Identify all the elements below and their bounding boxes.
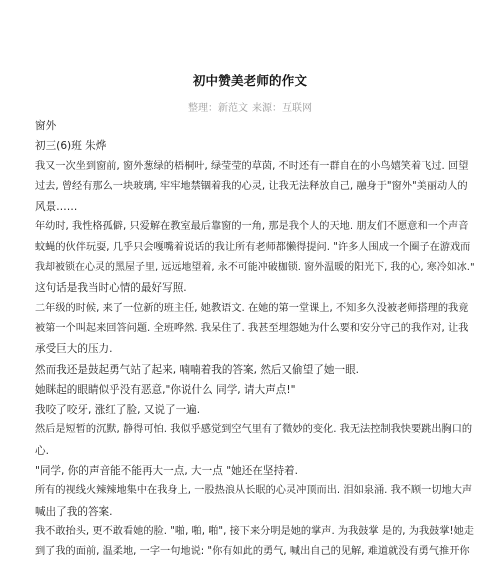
body-line: 承受巨大的压力. — [35, 343, 113, 356]
body-line: 然而我还是鼓起勇气站了起来, 喃喃着我的答案, 然后又偷望了她一眼. — [35, 363, 360, 376]
body-line: 风景…… — [35, 201, 78, 214]
body-line: 年幼时, 我性格孤僻, 只爱解在教室最后靠窗的一角, 那是我个人的天地. 朋友们不愿意和一个声音 — [35, 221, 469, 233]
body-line: 所有的视线火辣辣地集中在我身上, 一股热浪从长眠的心灵冲顶而出. 泪如泉涌. 我不顾一切地大声 — [35, 485, 473, 497]
body-line: 我不敢抬头, 更不敢看她的脸. "啪, 啪, 啪", 接下来分明是她的掌声. 为我鼓掌 是的, 为我鼓掌!她走 — [35, 525, 474, 537]
body-line: "同学, 你的声音能不能再大一点, 大一点 "她还在坚持着. — [35, 465, 299, 478]
body-line: 我咬了咬牙, 涨红了脸, 又说了一遍. — [35, 404, 201, 417]
body-line: 被第一个叫起来回答问题. 全班哗然. 我呆住了. 我甚至埋怨她为什么要和安分守己的我作对, 让我 — [35, 322, 469, 334]
body-line: 到了我的面前, 温柔地, 一字一句地说: "你有如此的勇气, 喊出自己的见解, 难道就没有勇气推开你 — [35, 546, 470, 558]
body-line: 二年级的时候, 来了一位新的班主任, 她教语文. 在她的第一堂课上, 不知多久没被老师搭理的我竟 — [35, 302, 469, 314]
body-line: 然后是短暂的沉默, 静得可怕. 我似乎感觉到空气里有了微妙的变化. 我无法控制我快要跳出胸口的 — [35, 424, 473, 436]
body-line: 喊出了我的答案. — [35, 505, 113, 518]
source-from: 来源：互联网 — [252, 103, 312, 114]
body-line: 窗外 — [35, 120, 57, 132]
body-line: 蚊蝇的伙伴玩耍, 几乎只会嘎嘴着说话的我让所有老师都懒得提问. "许多人围成一个圈子在游戏而 — [35, 241, 471, 253]
body-line: 心. — [35, 444, 49, 457]
body-line: 过去, 曾经有那么一块玻璃, 牢牢地禁锢着我的心灵, 让我无法释放自己, 融身于"窗外"美丽动人的 — [35, 180, 468, 192]
body-line: 我却被锁在心灵的黑屋子里, 远远地望着, 永不可能冲破枷锁. 窗外温暖的阳光下, 我的心, 寒冷如冰." — [35, 262, 475, 274]
article-source — [0, 99, 500, 114]
source-arrange: 整理：新范文 — [188, 103, 248, 114]
article-body — [35, 116, 475, 563]
body-line: 初三(6)班 朱烨 — [35, 140, 107, 153]
body-line: 我又一次坐到窗前, 窗外葱绿的梧桐叶, 绿莹莹的草茵, 不时还有一群自在的小鸟嬉笑着飞过. 回望 — [35, 160, 469, 172]
article-title: 初中赞美老师的作文 — [192, 73, 308, 88]
body-line: 她眯起的眼睛似乎没有恶意,"你说什么 同学, 请大声点!" — [35, 383, 296, 396]
body-line: 这句话是我当时心情的最好写照. — [35, 282, 187, 295]
